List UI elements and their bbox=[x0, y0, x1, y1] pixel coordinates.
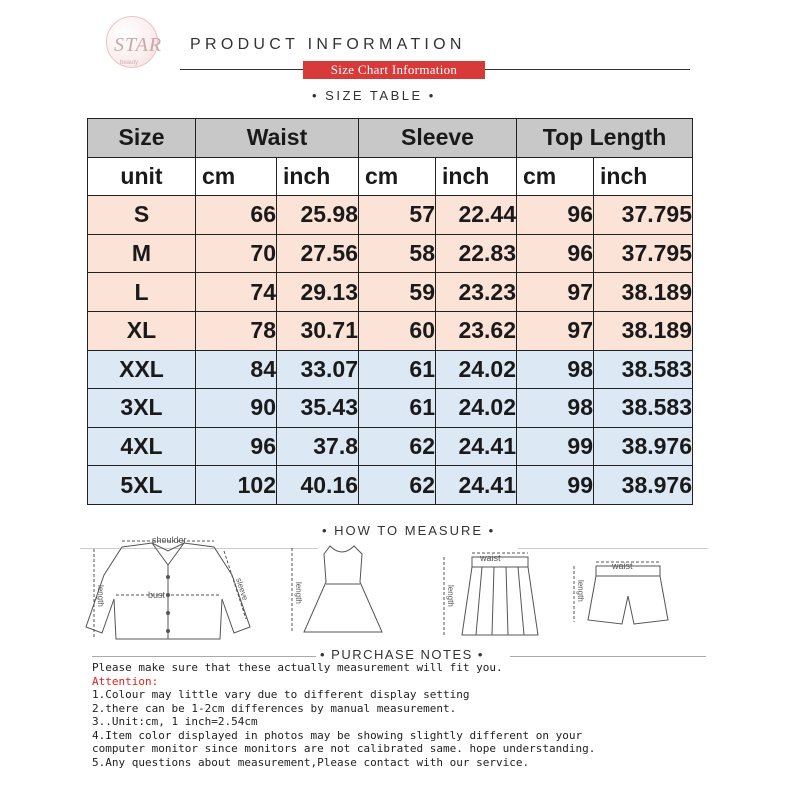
unit-row bbox=[88, 157, 693, 196]
value-cell: 61 bbox=[359, 350, 436, 389]
value-cell: 24.02 bbox=[436, 350, 517, 389]
size-cell: L bbox=[88, 273, 196, 312]
value-cell: 57 bbox=[359, 196, 436, 235]
header-sleeve: Sleeve bbox=[359, 119, 517, 158]
value-cell: 102 bbox=[196, 466, 277, 505]
unit-cell: inch bbox=[277, 157, 359, 196]
length-label: length bbox=[96, 585, 105, 607]
value-cell: 74 bbox=[196, 273, 277, 312]
value-cell: 38.583 bbox=[594, 350, 693, 389]
note-item: 5.Any questions about measurement,Please contact with our service. bbox=[92, 755, 530, 769]
value-cell: 25.98 bbox=[277, 196, 359, 235]
value-cell: 60 bbox=[359, 311, 436, 350]
header-waist: Waist bbox=[196, 119, 359, 158]
size-cell: 3XL bbox=[88, 389, 196, 428]
value-cell: 70 bbox=[196, 234, 277, 273]
skirt-waist-label: waist bbox=[480, 553, 501, 563]
purchase-notes-title: • PURCHASE NOTES • bbox=[320, 647, 484, 662]
header-size: Size bbox=[88, 119, 196, 158]
value-cell: 37.795 bbox=[594, 196, 693, 235]
note-item: 3..Unit:cm, 1 inch=2.54cm bbox=[92, 715, 258, 728]
table-row bbox=[88, 311, 693, 350]
table-header-row bbox=[88, 119, 693, 158]
value-cell: 37.795 bbox=[594, 234, 693, 273]
table-row bbox=[88, 273, 693, 312]
notes-divider-left bbox=[92, 656, 316, 657]
value-cell: 27.56 bbox=[277, 234, 359, 273]
value-cell: 23.23 bbox=[436, 273, 517, 312]
unit-cell: cm bbox=[359, 157, 436, 196]
value-cell: 38.976 bbox=[594, 427, 693, 466]
size-chart-label: Size Chart Information bbox=[303, 61, 485, 79]
notes-divider-right bbox=[510, 656, 706, 657]
shoulder-label: shoulder bbox=[152, 535, 187, 545]
value-cell: 96 bbox=[196, 427, 277, 466]
dress-length-label: length bbox=[294, 582, 303, 604]
value-cell: 99 bbox=[517, 466, 594, 505]
value-cell: 24.02 bbox=[436, 389, 517, 428]
size-cell: XXL bbox=[88, 350, 196, 389]
note-item: 1.Colour may little vary due to different display setting bbox=[92, 688, 470, 701]
logo-subtext: beauty bbox=[120, 60, 139, 66]
table-row bbox=[88, 389, 693, 428]
bust-label: bust bbox=[148, 590, 166, 600]
value-cell: 78 bbox=[196, 311, 277, 350]
size-cell: S bbox=[88, 196, 196, 235]
value-cell: 38.976 bbox=[594, 466, 693, 505]
value-cell: 97 bbox=[517, 273, 594, 312]
page-title: PRODUCT INFORMATION bbox=[190, 36, 466, 53]
unit-cell: inch bbox=[594, 157, 693, 196]
value-cell: 38.189 bbox=[594, 273, 693, 312]
unit-label: unit bbox=[88, 157, 196, 196]
table-row bbox=[88, 196, 693, 235]
value-cell: 61 bbox=[359, 389, 436, 428]
size-table-label: • SIZE TABLE • bbox=[312, 88, 436, 103]
value-cell: 22.83 bbox=[436, 234, 517, 273]
value-cell: 22.44 bbox=[436, 196, 517, 235]
value-cell: 38.189 bbox=[594, 311, 693, 350]
jacket-diagram bbox=[82, 535, 282, 650]
size-table bbox=[87, 118, 693, 505]
table-row bbox=[88, 350, 693, 389]
unit-cell: inch bbox=[436, 157, 517, 196]
how-to-measure-title: • HOW TO MEASURE • bbox=[322, 523, 496, 538]
value-cell: 62 bbox=[359, 427, 436, 466]
value-cell: 23.62 bbox=[436, 311, 517, 350]
notes-intro: Please make sure that these actually measurement will fit you. bbox=[92, 661, 503, 674]
value-cell: 98 bbox=[517, 389, 594, 428]
value-cell: 98 bbox=[517, 350, 594, 389]
purchase-notes bbox=[92, 661, 595, 769]
value-cell: 66 bbox=[196, 196, 277, 235]
dress-diagram bbox=[286, 540, 396, 640]
logo-text: STAR bbox=[114, 34, 163, 56]
note-item: 2.there can be 1-2cm differences by manual measurement. bbox=[92, 701, 457, 715]
value-cell: 29.13 bbox=[277, 273, 359, 312]
brand-logo bbox=[100, 14, 172, 70]
value-cell: 37.8 bbox=[277, 427, 359, 466]
value-cell: 62 bbox=[359, 466, 436, 505]
table-row bbox=[88, 234, 693, 273]
value-cell: 40.16 bbox=[277, 466, 359, 505]
value-cell: 30.71 bbox=[277, 311, 359, 350]
value-cell: 97 bbox=[517, 311, 594, 350]
table-row bbox=[88, 427, 693, 466]
shorts-waist-label: waist bbox=[612, 561, 633, 571]
value-cell: 84 bbox=[196, 350, 277, 389]
value-cell: 24.41 bbox=[436, 427, 517, 466]
note-item: computer monitor since monitors are not calibrated same. hope understanding. bbox=[92, 742, 596, 755]
size-cell: XL bbox=[88, 311, 196, 350]
size-cell: M bbox=[88, 234, 196, 273]
notes-attention: Attention: bbox=[92, 674, 159, 688]
value-cell: 90 bbox=[196, 389, 277, 428]
header-top-length: Top Length bbox=[517, 119, 693, 158]
value-cell: 99 bbox=[517, 427, 594, 466]
table-row bbox=[88, 466, 693, 505]
value-cell: 59 bbox=[359, 273, 436, 312]
value-cell: 35.43 bbox=[277, 389, 359, 428]
value-cell: 58 bbox=[359, 234, 436, 273]
note-item: 4.Item color displayed in photos may be showing slightly different on your bbox=[92, 728, 583, 742]
value-cell: 96 bbox=[517, 234, 594, 273]
shorts-diagram bbox=[560, 552, 690, 632]
skirt-diagram bbox=[436, 543, 556, 643]
value-cell: 33.07 bbox=[277, 350, 359, 389]
sleeve-label: sleeve bbox=[234, 576, 250, 602]
value-cell: 38.583 bbox=[594, 389, 693, 428]
unit-cell: cm bbox=[517, 157, 594, 196]
value-cell: 24.41 bbox=[436, 466, 517, 505]
size-cell: 5XL bbox=[88, 466, 196, 505]
size-cell: 4XL bbox=[88, 427, 196, 466]
unit-cell: cm bbox=[196, 157, 277, 196]
shorts-length-label: length bbox=[576, 580, 585, 602]
skirt-length-label: length bbox=[446, 585, 455, 607]
value-cell: 96 bbox=[517, 196, 594, 235]
